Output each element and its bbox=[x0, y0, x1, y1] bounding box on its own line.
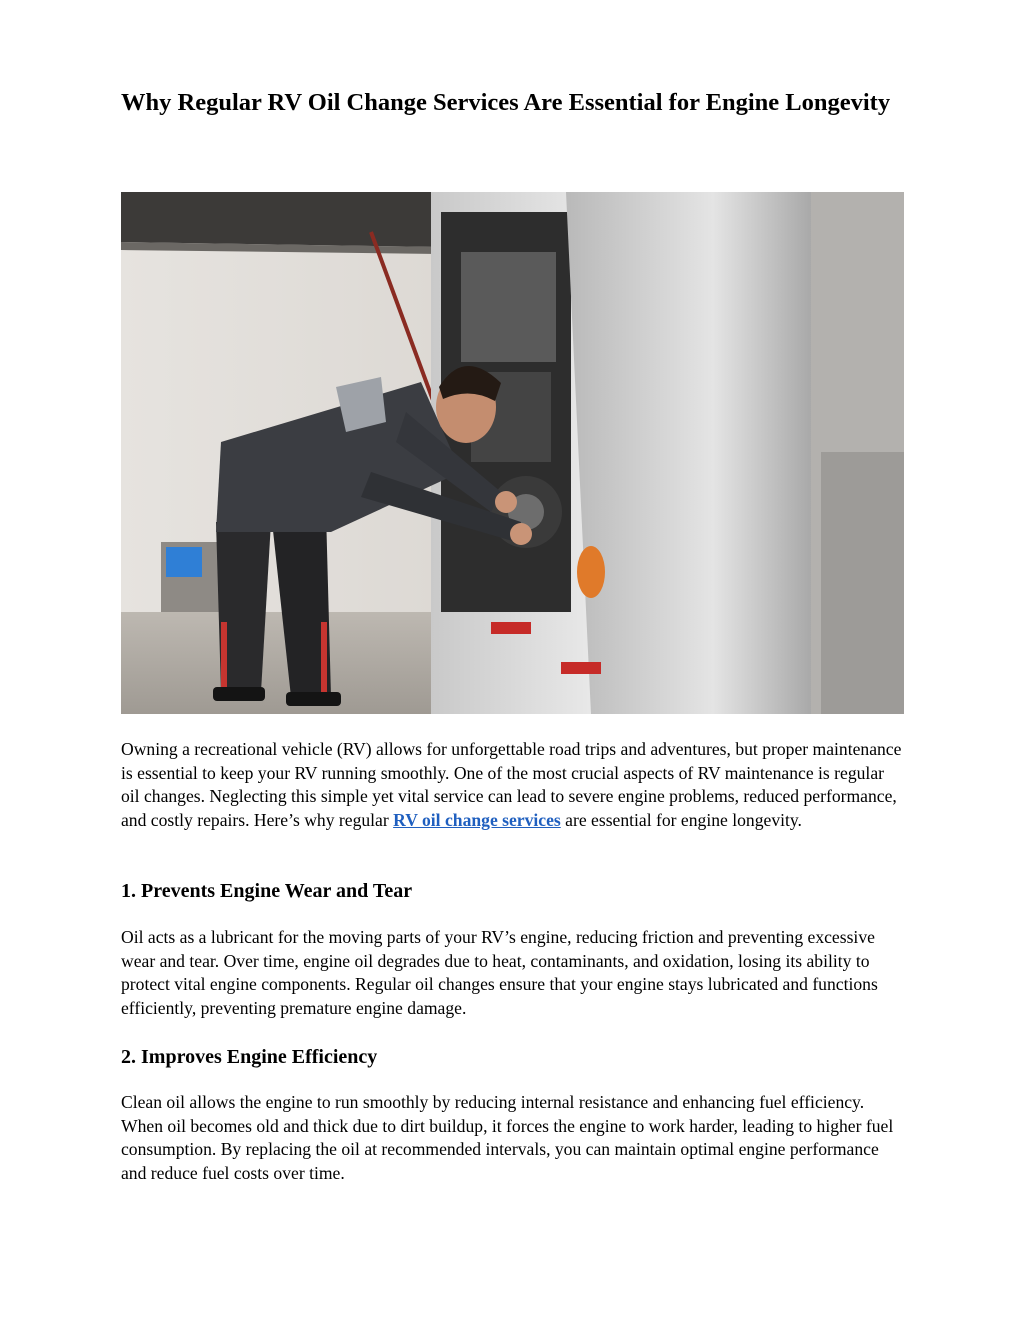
intro-text-start: Owning a recreational vehicle (RV) allows for unforgettable road trips and adventures, but proper maintenance is essential to keep your RV running smoothly. One of the most crucial aspects of RV maintenance is regular oil changes. Neglecting this simple yet vital service can lead to severe engine problems, reduced performance, and costly repairs. Here’s why regular bbox=[121, 739, 902, 830]
intro-text-end: are essential for engine longevity. bbox=[560, 809, 802, 830]
section-body-improves-efficiency: Clean oil allows the engine to run smoothly by reducing internal resistance and enhancing fuel efficiency. When oil becomes old and thick due to dirt buildup, it forces the engine to work harder, leading to higher fuel consumption. By replacing the oil at recommended intervals, you can maintain optimal engine performance and reduce fuel costs over time. bbox=[121, 1092, 894, 1183]
section-heading-improves-efficiency: 2. Improves Engine Efficiency bbox=[121, 1046, 378, 1068]
rv-oil-change-services-link[interactable]: RV oil change services bbox=[393, 809, 561, 830]
hero-image-mechanic-servicing-rv-engine bbox=[121, 192, 904, 714]
section-body-prevents-wear: Oil acts as a lubricant for the moving parts of your RV’s engine, reducing friction and preventing excessive wear and tear. Over time, engine oil degrades due to heat, contaminants, and oxidation, losing its ability to protect vital engine components. Regular oil changes ensure that your engine stays lubricated and functions efficiently, preventing premature engine damage. bbox=[121, 927, 878, 1018]
article-title: Why Regular RV Oil Change Services Are Essential for Engine Longevity bbox=[121, 89, 891, 116]
section-heading-prevents-wear: 1. Prevents Engine Wear and Tear bbox=[121, 880, 413, 902]
intro-paragraph bbox=[121, 738, 904, 832]
